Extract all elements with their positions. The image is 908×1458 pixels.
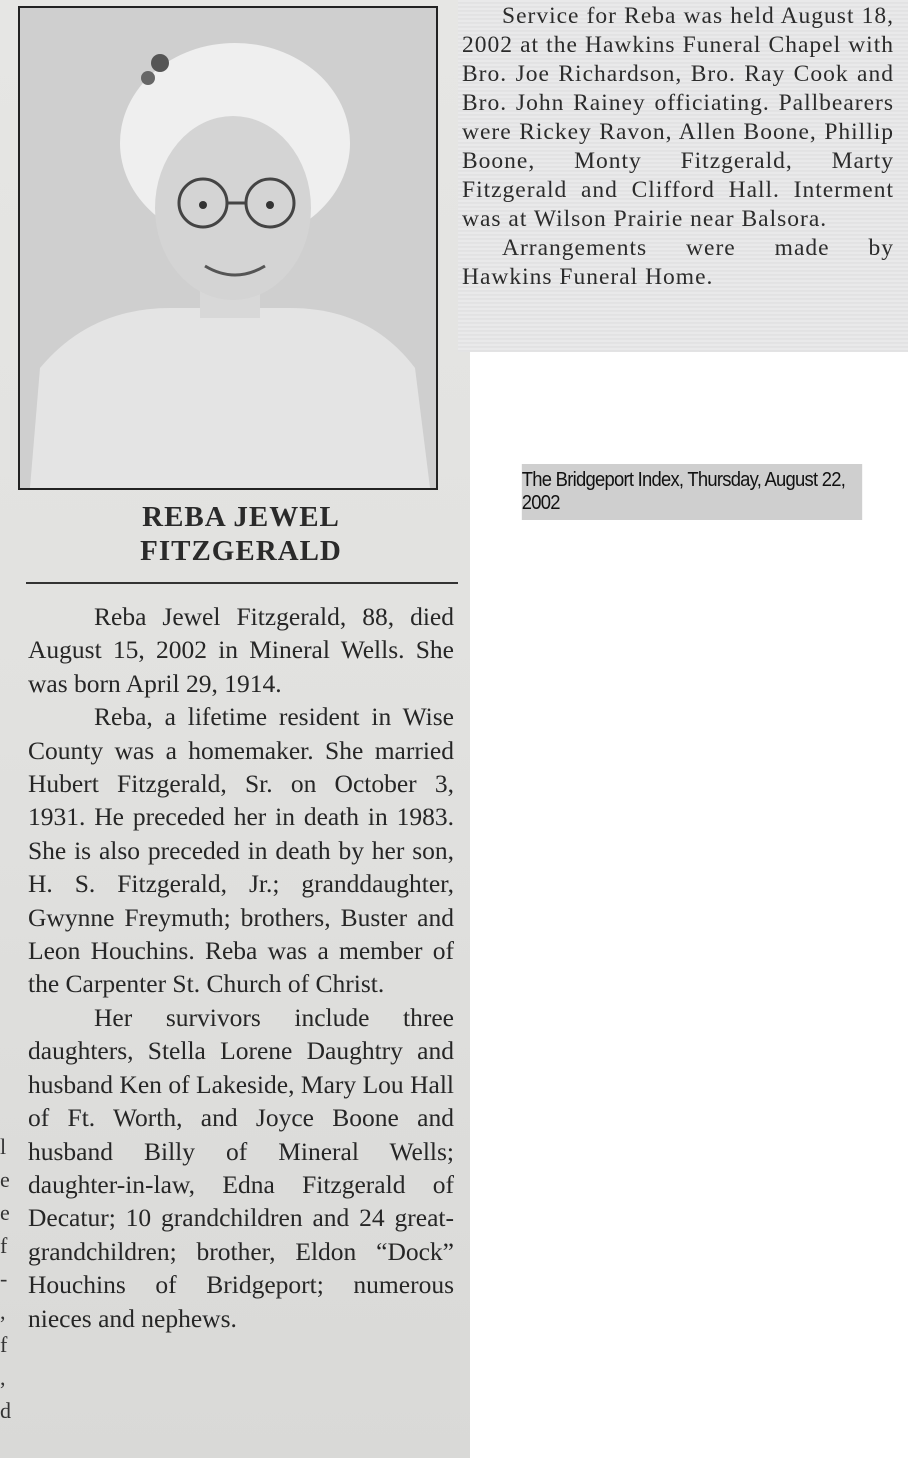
fragment: l	[0, 1134, 7, 1159]
obituary-paragraph-3: Her survivors include three daughters, Stella Lorene Daughtry and husband Ken of Lakeside, Mary Lou Hall of Ft. Worth, and Joyce Boone and husband Billy of Mineral Wells; daughter-in-law, Edna Fitzgerald of Decatur; 10 grandchildren and 24 great-grandchildren; brother, Eldon “Dock” Houchins of Bridgeport; numerous nieces and nephews.	[28, 1002, 454, 1333]
fragment: d	[0, 1398, 11, 1423]
service-paragraph-2: Arrangements were made by Hawkins Funeral Home.	[462, 235, 894, 290]
fragment: e	[0, 1167, 10, 1192]
adjacent-column-fragments	[0, 1130, 14, 1427]
name-line-1: REBA JEWEL	[142, 501, 340, 533]
fragment: e	[0, 1200, 10, 1225]
portrait-illustration	[20, 8, 436, 488]
fragment: f	[0, 1233, 8, 1258]
fragment: ,	[0, 1299, 6, 1324]
heading-divider	[26, 582, 458, 584]
fragment: -	[0, 1266, 8, 1291]
fragment: ,	[0, 1365, 6, 1390]
obituary-paragraph-1: Reba Jewel Fitzgerald, 88, died August 15, 2002 in Mineral Wells. She was born April 29, 1914.	[28, 602, 454, 698]
obituary-body	[28, 600, 454, 1335]
service-body	[462, 2, 894, 292]
fragment: f	[0, 1332, 8, 1357]
service-paragraph-1: Service for Reba was held August 18, 2002 at the Hawkins Funeral Chapel with Bro. Joe Richardson, Bro. Ray Cook and Bro. John Rainey officiating. Pallbearers were Rickey Ravon, Allen Boone, Phillip Boone, Monty Fitzgerald, Marty Fitzgerald and Clifford Hall. Interment was at Wilson Prairie near Balsora.	[462, 3, 894, 232]
name-line-2: FITZGERALD	[140, 535, 342, 567]
source-caption: The Bridgeport Index, Thursday, August 22, 2002	[522, 464, 862, 520]
portrait-photo	[18, 6, 438, 490]
obituary-name	[26, 500, 456, 568]
obituary-paragraph-2: Reba, a lifetime resident in Wise County was a homemaker. She married Hubert Fitzgerald, Sr. on October 3, 1931. He preceded her in death in 1983. She is also preceded in death by her son, H. S. Fitzgerald, Jr.; granddaughter, Gwynne Freymuth; brothers, Buster and Leon Houchins. Reba was a member of the Carpenter St. Church of Christ.	[28, 702, 454, 999]
